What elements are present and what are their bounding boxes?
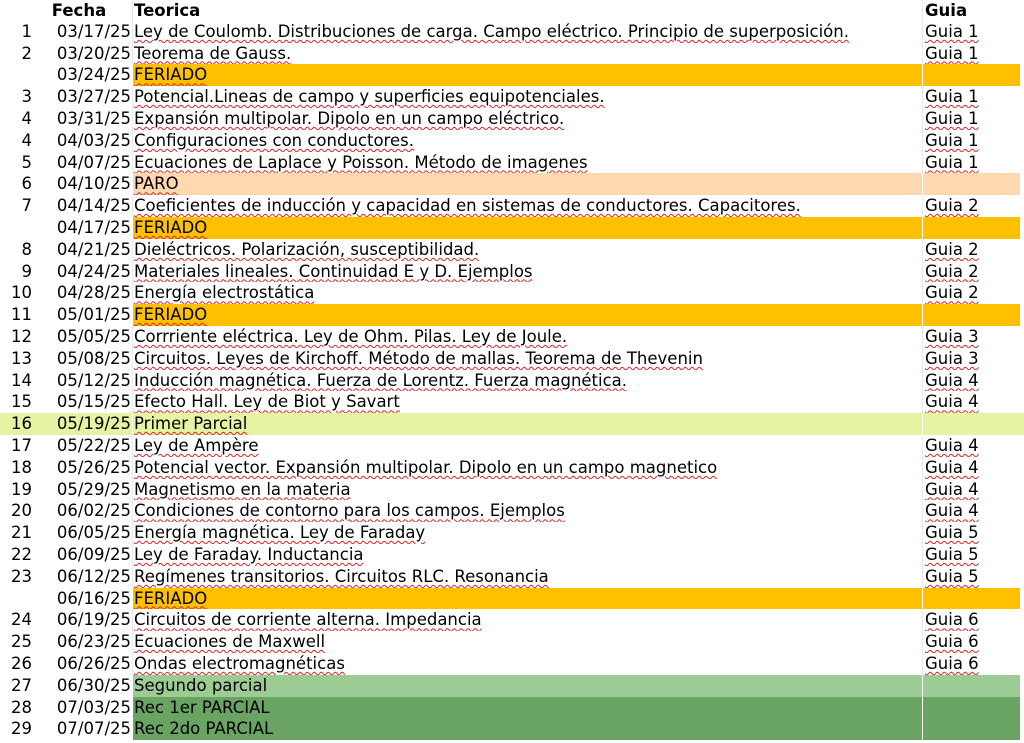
guia-cell[interactable] [922, 391, 1020, 413]
fecha-cell-text: 03/24/25 [56, 65, 131, 85]
row-number-cell[interactable] [0, 479, 34, 501]
table-row [0, 348, 1024, 370]
teorica-cell[interactable] [132, 413, 922, 435]
fecha-cell-text: 05/05/25 [56, 327, 131, 346]
guia-cell-text: Guia 2 [925, 239, 979, 259]
row-number-cell[interactable] [0, 522, 34, 544]
fecha-cell-text: 06/02/25 [56, 501, 131, 521]
table-row [0, 326, 1024, 348]
teorica-cell-text: Corrriente eléctrica. Ley de Ohm. Pilas. Ley de Joule. [134, 327, 568, 346]
fecha-cell-text: 05/08/25 [56, 348, 131, 368]
row-number-cell[interactable] [0, 130, 34, 152]
table-row [0, 457, 1024, 479]
teorica-cell-text: Rec 1er PARCIAL [134, 697, 270, 717]
teorica-cell-text: Condiciones de contorno para los campos. Ejemplos [134, 501, 565, 521]
fecha-cell[interactable] [34, 348, 132, 370]
teorica-cell-text: Regímenes transitorios. Circuitos RLC. Resonancia [134, 566, 549, 586]
guia-cell-text: Guia 5 [925, 566, 979, 586]
row-number-cell[interactable] [0, 675, 34, 697]
fecha-cell[interactable] [34, 173, 132, 195]
teorica-cell[interactable] [132, 86, 922, 108]
fecha-cell-text: 04/21/25 [56, 239, 131, 259]
guia-cell-text: Guia 1 [925, 109, 979, 128]
fecha-cell-text: 06/09/25 [56, 545, 131, 564]
table-row [0, 86, 1024, 108]
teorica-cell[interactable] [132, 718, 922, 740]
row-number-cell-text: 13 [11, 348, 32, 368]
teorica-cell[interactable] [132, 239, 922, 261]
fecha-cell-text: 03/17/25 [56, 21, 131, 41]
table-row [0, 522, 1024, 544]
teorica-cell[interactable] [132, 544, 922, 566]
teorica-cell[interactable] [132, 479, 922, 501]
table-row [0, 435, 1024, 457]
teorica-cell[interactable] [132, 391, 922, 413]
table-row [0, 130, 1024, 152]
guia-cell-text: Guia 6 [925, 654, 979, 673]
guia-cell-text: Guia 6 [925, 610, 979, 630]
fecha-cell[interactable] [34, 522, 132, 544]
teorica-cell[interactable] [132, 282, 922, 304]
guia-cell[interactable] [922, 370, 1020, 392]
teorica-cell-text: Coeficientes de inducción y capacidad en sistemas de conductores. Capacitores. [134, 196, 801, 216]
row-number-cell[interactable] [0, 282, 34, 304]
row-number-cell-text: 16 [11, 414, 32, 434]
table-row [0, 588, 1024, 610]
teorica-cell-text: Inducción magnética. Fuerza de Lorentz. Fuerza magnética. [134, 370, 628, 390]
table-row [0, 675, 1024, 697]
teorica-cell[interactable] [132, 21, 922, 43]
guia-cell-text: Guia 3 [925, 348, 979, 368]
guia-cell[interactable] [922, 195, 1020, 217]
row-number-cell[interactable] [0, 173, 34, 195]
guia-cell[interactable] [922, 675, 1020, 697]
fecha-cell[interactable] [34, 631, 132, 653]
teorica-cell-text: Teorema de Gauss. [134, 43, 292, 63]
fecha-cell[interactable] [34, 544, 132, 566]
fecha-cell[interactable] [34, 697, 132, 719]
row-number-cell-text: 29 [11, 719, 32, 739]
teorica-cell-text: Materiales lineales. Continuidad E y D. Ejemplos [134, 261, 533, 281]
teorica-cell[interactable] [132, 304, 922, 326]
fecha-cell-text: 04/07/25 [56, 152, 131, 172]
fecha-cell-text: 07/03/25 [56, 697, 131, 717]
fecha-cell-text: 05/19/25 [56, 414, 131, 434]
fecha-cell-text: 05/22/25 [56, 436, 131, 455]
teorica-cell-text: Energía magnética. Ley de Faraday [134, 523, 426, 543]
row-number-cell-text: 3 [21, 87, 32, 107]
row-number-cell[interactable] [0, 435, 34, 457]
guia-cell-text: Guia 2 [925, 196, 979, 216]
teorica-cell-text: Segundo parcial [134, 675, 268, 695]
fecha-cell[interactable] [34, 370, 132, 392]
guia-cell[interactable] [922, 108, 1020, 130]
fecha-cell-text: 04/14/25 [56, 196, 131, 216]
guia-cell[interactable] [922, 522, 1020, 544]
guia-cell[interactable] [922, 697, 1020, 719]
row-number-cell[interactable] [0, 653, 34, 675]
row-number-cell[interactable] [0, 326, 34, 348]
teorica-cell-text: Dieléctricos. Polarización, susceptibilidad. [134, 239, 480, 259]
row-number-cell-text: 2 [21, 43, 32, 63]
guia-cell-text: Guia 1 [925, 87, 979, 107]
guia-cell-text: Guia 5 [925, 545, 979, 564]
guia-cell-text: Guia 3 [925, 327, 979, 346]
row-number-cell-text: 18 [11, 457, 32, 477]
guia-cell[interactable] [922, 239, 1020, 261]
guia-cell[interactable] [922, 21, 1020, 43]
fecha-cell-text: 06/19/25 [56, 610, 131, 630]
fecha-cell-text: 06/30/25 [56, 675, 131, 695]
guia-cell-text: Guia 4 [925, 436, 979, 455]
row-number-cell[interactable] [0, 304, 34, 326]
teorica-cell-text: Potencial.Lineas de campo y superficies equipotenciales. [134, 87, 605, 107]
teorica-cell-text: FERIADO [134, 218, 208, 237]
row-number-cell-text: 9 [21, 261, 32, 281]
fecha-cell[interactable] [34, 43, 132, 65]
fecha-cell[interactable] [34, 413, 132, 435]
fecha-cell-text: 06/26/25 [56, 654, 131, 673]
guia-cell-text: Guia 2 [925, 261, 979, 281]
fecha-cell-text: 06/16/25 [56, 588, 131, 608]
guia-cell-text: Guia 1 [925, 130, 979, 150]
row-number-cell[interactable] [0, 718, 34, 740]
teorica-cell[interactable] [132, 500, 922, 522]
guia-cell[interactable] [922, 348, 1020, 370]
teorica-cell[interactable] [132, 108, 922, 130]
teorica-cell-text: FERIADO [134, 305, 208, 325]
row-number-cell-text: 24 [11, 610, 32, 630]
row-number-cell[interactable] [0, 217, 34, 239]
row-number-cell-text: 26 [11, 654, 32, 673]
fecha-cell-text: 06/05/25 [56, 523, 131, 543]
header-row [0, 0, 1024, 22]
fecha-cell[interactable] [34, 479, 132, 501]
fecha-cell-text: 05/15/25 [56, 392, 131, 412]
fecha-cell[interactable] [34, 261, 132, 283]
header-fecha[interactable]: Fecha [51, 1, 107, 20]
fecha-cell[interactable] [34, 653, 132, 675]
fecha-cell[interactable] [34, 675, 132, 697]
teorica-cell-text: Expansión multipolar. Dipolo en un campo eléctrico. [134, 109, 565, 128]
fecha-cell-text: 05/29/25 [56, 479, 131, 499]
guia-cell-text: Guia 1 [925, 21, 979, 41]
fecha-cell-text: 06/12/25 [56, 566, 131, 586]
guia-cell[interactable] [922, 435, 1020, 457]
header-teorica[interactable]: Teorica [132, 0, 922, 22]
teorica-cell[interactable] [132, 152, 922, 174]
row-number-cell-text: 23 [11, 566, 32, 586]
table-row [0, 304, 1024, 326]
guia-cell-text: Guia 6 [925, 632, 979, 652]
guia-cell-text: Guia 4 [925, 479, 979, 499]
fecha-cell-text: 04/28/25 [56, 283, 131, 303]
row-number-cell-text: 25 [11, 632, 32, 652]
row-number-cell[interactable] [0, 195, 34, 217]
guia-cell[interactable] [922, 544, 1020, 566]
row-number-cell-text: 4 [21, 130, 32, 150]
table-row [0, 261, 1024, 283]
fecha-cell[interactable] [34, 609, 132, 631]
fecha-cell-text: 03/27/25 [56, 87, 131, 107]
header-num[interactable] [0, 0, 34, 22]
row-number-cell-text: 21 [11, 523, 32, 543]
row-number-cell-text: 22 [11, 545, 32, 564]
teorica-cell-text: Magnetismo en la materia [134, 479, 351, 499]
table-row [0, 718, 1024, 740]
teorica-cell-text: Ecuaciones de Maxwell [134, 632, 326, 652]
fecha-cell[interactable] [34, 86, 132, 108]
teorica-cell[interactable] [132, 370, 922, 392]
table-row [0, 370, 1024, 392]
table-row [0, 195, 1024, 217]
row-number-cell-text: 14 [11, 370, 32, 390]
teorica-cell-text: Configuraciones con conductores. [134, 130, 414, 150]
table-row [0, 413, 1024, 435]
row-number-cell[interactable] [0, 239, 34, 261]
row-number-cell-text: 1 [21, 21, 32, 41]
row-number-cell[interactable] [0, 261, 34, 283]
row-number-cell-text: 6 [21, 174, 32, 194]
guia-cell[interactable] [922, 64, 1020, 86]
row-number-cell-text: 8 [21, 239, 32, 259]
row-number-cell[interactable] [0, 64, 34, 86]
fecha-cell[interactable] [34, 588, 132, 610]
fecha-cell[interactable] [34, 566, 132, 588]
fecha-cell-text: 04/17/25 [56, 218, 131, 237]
row-number-cell[interactable] [0, 588, 34, 610]
fecha-cell[interactable] [34, 326, 132, 348]
table-row [0, 64, 1024, 86]
teorica-cell-text: Ley de Faraday. Inductancia [134, 545, 364, 564]
table-row [0, 631, 1024, 653]
teorica-cell[interactable] [132, 195, 922, 217]
guia-cell[interactable] [922, 588, 1020, 610]
teorica-cell-text: Rec 2do PARCIAL [134, 719, 274, 739]
fecha-cell[interactable] [34, 391, 132, 413]
table-row [0, 43, 1024, 65]
teorica-cell[interactable] [132, 566, 922, 588]
fecha-cell[interactable] [34, 130, 132, 152]
table-row [0, 697, 1024, 719]
table-row [0, 282, 1024, 304]
row-number-cell[interactable] [0, 152, 34, 174]
row-number-cell-text: 20 [11, 501, 32, 521]
table-row [0, 21, 1024, 43]
fecha-cell[interactable] [34, 304, 132, 326]
fecha-cell[interactable] [34, 21, 132, 43]
row-number-cell-text: 28 [11, 697, 32, 717]
fecha-cell-text: 03/20/25 [56, 43, 131, 63]
teorica-cell[interactable] [132, 43, 922, 65]
teorica-cell-text: Circuitos. Leyes de Kirchoff. Método de mallas. Teorema de Thevenin [134, 348, 703, 368]
row-number-cell-text: 4 [21, 109, 32, 128]
table-row [0, 609, 1024, 631]
teorica-cell-text: Potencial vector. Expansión multipolar. Dipolo en un campo magnetico [134, 457, 718, 477]
teorica-cell-text: Circuitos de corriente alterna. Impedancia [134, 610, 482, 630]
guia-cell-text: Guia 4 [925, 501, 979, 521]
fecha-cell[interactable] [34, 152, 132, 174]
fecha-cell-text: 04/10/25 [56, 174, 131, 194]
guia-cell[interactable] [922, 457, 1020, 479]
table-row [0, 391, 1024, 413]
guia-cell[interactable] [922, 130, 1020, 152]
guia-cell[interactable] [922, 43, 1020, 65]
table-row [0, 500, 1024, 522]
teorica-cell[interactable] [132, 675, 922, 697]
teorica-cell[interactable] [132, 261, 922, 283]
teorica-cell-text: Efecto Hall. Ley de Biot y Savart [134, 392, 400, 412]
teorica-cell[interactable] [132, 653, 922, 675]
guia-cell[interactable] [922, 282, 1020, 304]
teorica-cell[interactable] [132, 326, 922, 348]
fecha-cell[interactable] [34, 457, 132, 479]
row-number-cell-text: 10 [11, 283, 32, 303]
fecha-cell[interactable] [34, 435, 132, 457]
fecha-cell[interactable] [34, 282, 132, 304]
row-number-cell[interactable] [0, 500, 34, 522]
guia-cell[interactable] [922, 718, 1020, 740]
fecha-cell-text: 05/01/25 [56, 305, 131, 325]
teorica-cell[interactable] [132, 522, 922, 544]
teorica-cell-text: FERIADO [134, 588, 208, 608]
row-number-cell[interactable] [0, 566, 34, 588]
teorica-cell[interactable] [132, 217, 922, 239]
table-row [0, 479, 1024, 501]
fecha-cell[interactable] [34, 64, 132, 86]
row-number-cell-text: 11 [11, 305, 32, 325]
guia-cell[interactable] [922, 631, 1020, 653]
row-number-cell-text: 15 [11, 392, 32, 412]
table-row [0, 544, 1024, 566]
row-number-cell[interactable] [0, 697, 34, 719]
header-guia[interactable]: Guia [922, 0, 1020, 22]
fecha-cell-text: 04/24/25 [56, 261, 131, 281]
teorica-cell-text: Primer Parcial [134, 414, 248, 434]
table-row [0, 152, 1024, 174]
guia-cell[interactable] [922, 609, 1020, 631]
guia-cell[interactable] [922, 500, 1020, 522]
teorica-cell[interactable] [132, 697, 922, 719]
row-number-cell-text: 27 [11, 675, 32, 695]
table-row [0, 653, 1024, 675]
teorica-cell-text: PARO [134, 174, 179, 194]
guia-cell[interactable] [922, 86, 1020, 108]
guia-cell[interactable] [922, 173, 1020, 195]
teorica-cell-text: Ley de Coulomb. Distribuciones de carga. Campo eléctrico. Principio de superposición. [134, 21, 849, 41]
row-number-cell[interactable] [0, 21, 34, 43]
guia-cell-text: Guia 4 [925, 392, 979, 412]
guia-cell-text: Guia 1 [925, 152, 979, 172]
teorica-cell-text: Energía electrostática [134, 283, 315, 303]
row-number-cell[interactable] [0, 413, 34, 435]
fecha-cell-text: 05/26/25 [56, 457, 131, 477]
fecha-cell-text: 04/03/25 [56, 130, 131, 150]
guia-cell[interactable] [922, 653, 1020, 675]
fecha-cell[interactable] [34, 718, 132, 740]
table-row [0, 108, 1024, 130]
guia-cell-text: Guia 4 [925, 457, 979, 477]
row-number-cell-text: 7 [21, 196, 32, 216]
teorica-cell[interactable] [132, 631, 922, 653]
guia-cell-text: Guia 4 [925, 370, 979, 390]
teorica-cell[interactable] [132, 348, 922, 370]
row-number-cell-text: 17 [11, 436, 32, 455]
guia-cell[interactable] [922, 261, 1020, 283]
row-number-cell[interactable] [0, 370, 34, 392]
guia-cell[interactable] [922, 479, 1020, 501]
teorica-cell[interactable] [132, 130, 922, 152]
fecha-cell-text: 06/23/25 [56, 632, 131, 652]
table-row [0, 566, 1024, 588]
guia-cell-text: Guia 2 [925, 283, 979, 303]
table-row [0, 173, 1024, 195]
teorica-cell-text: Ondas electromagnéticas [134, 654, 345, 673]
row-number-cell[interactable] [0, 86, 34, 108]
row-number-cell[interactable] [0, 348, 34, 370]
row-number-cell[interactable] [0, 631, 34, 653]
fecha-cell[interactable] [34, 239, 132, 261]
fecha-cell[interactable] [34, 500, 132, 522]
guia-cell-text: Guia 1 [925, 43, 979, 63]
fecha-cell[interactable] [34, 217, 132, 239]
row-number-cell[interactable] [0, 108, 34, 130]
fecha-cell[interactable] [34, 195, 132, 217]
guia-cell[interactable] [922, 217, 1020, 239]
teorica-cell-text: FERIADO [134, 65, 208, 85]
teorica-cell-text: Ecuaciones de Laplace y Poisson. Método de imagenes [134, 152, 588, 172]
guia-cell-text: Guia 5 [925, 523, 979, 543]
fecha-cell-text: 05/12/25 [56, 370, 131, 390]
row-number-cell-text: 5 [21, 152, 32, 172]
fecha-cell[interactable] [34, 108, 132, 130]
teorica-cell[interactable] [132, 435, 922, 457]
teorica-cell[interactable] [132, 588, 922, 610]
teorica-cell-text: Ley de Ampère [134, 436, 259, 455]
row-number-cell-text: 19 [11, 479, 32, 499]
guia-cell[interactable] [922, 152, 1020, 174]
row-number-cell[interactable] [0, 544, 34, 566]
table-row [0, 217, 1024, 239]
row-number-cell[interactable] [0, 609, 34, 631]
row-number-cell[interactable] [0, 457, 34, 479]
table-row [0, 239, 1024, 261]
teorica-cell[interactable] [132, 173, 922, 195]
guia-cell[interactable] [922, 326, 1020, 348]
row-number-cell[interactable] [0, 391, 34, 413]
teorica-cell[interactable] [132, 609, 922, 631]
guia-cell[interactable] [922, 566, 1020, 588]
guia-cell[interactable] [922, 413, 1020, 435]
guia-cell[interactable] [922, 304, 1020, 326]
fecha-cell-text: 07/07/25 [56, 719, 131, 739]
teorica-cell[interactable] [132, 457, 922, 479]
row-number-cell-text: 12 [11, 327, 32, 346]
row-number-cell[interactable] [0, 43, 34, 65]
teorica-cell[interactable] [132, 64, 922, 86]
fecha-cell-text: 03/31/25 [56, 109, 131, 128]
